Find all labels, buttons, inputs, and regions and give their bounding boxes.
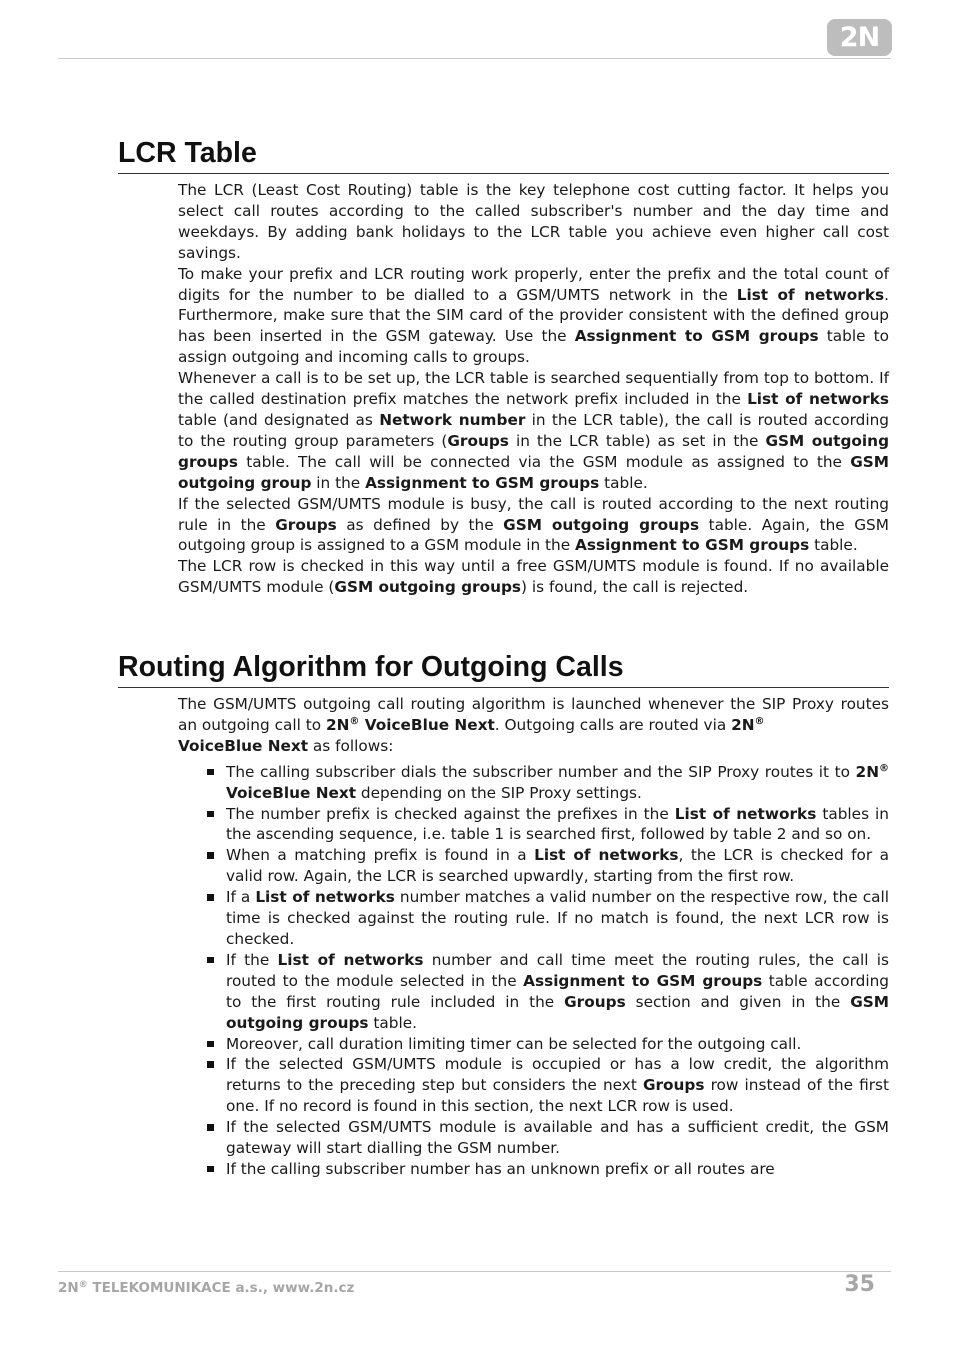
text-run: If the	[226, 950, 278, 969]
footer-company	[58, 1280, 354, 1296]
text-run: The LCR row is checked in this way until a free GSM/UMTS module is found. If no available GSM/UMTS module (	[178, 557, 889, 597]
brand-text: 2N	[325, 715, 350, 734]
text-run: as follows:	[308, 736, 394, 755]
text-run: table.	[368, 1013, 417, 1032]
list-item	[226, 1054, 889, 1117]
bullet-square-icon	[207, 852, 214, 859]
lcr-paragraph-1: The LCR (Least Cost Routing) table is the key telephone cost cutting factor. It helps you select call routes according to the called subscriber's number and the day time and weekdays. By adding bank holidays to the LCR table you achieve even higher call cost savings.	[178, 181, 889, 262]
product-text: VoiceBlue Next	[178, 736, 309, 755]
bold-term: Groups	[275, 515, 337, 534]
bullet-square-icon	[207, 1166, 214, 1173]
bold-term: List of networks	[747, 390, 889, 409]
list-item	[226, 804, 889, 846]
bold-term: Groups	[642, 1076, 705, 1095]
text-run: The number prefix is checked against the prefixes in the	[226, 804, 675, 823]
text-run: If the selected GSM/UMTS module is available and has a sufficient credit, the GSM gateway will start dialling the GSM number.	[226, 1118, 889, 1158]
text-run: The GSM/UMTS outgoing call routing algorithm is launched whenever the SIP Proxy routes an outgoing call to	[178, 695, 889, 734]
bold-term: List of networks	[736, 285, 885, 304]
text-run: table. Again, the GSM outgoing group is assigned to a GSM module in the	[178, 515, 889, 555]
bold-term: Assignment to GSM groups	[574, 327, 819, 346]
text-run: If the calling subscriber number has an unknown prefix or all routes are	[226, 1159, 775, 1178]
brand-text: 2N	[58, 1280, 79, 1296]
footer-rule	[58, 1271, 891, 1272]
company-text: TELEKOMUNIKACE a.s., www.2n.cz	[87, 1280, 355, 1296]
text-run: table. The call will be connected via the GSM module as assigned to the	[237, 452, 851, 471]
bold-term: List of networks	[255, 888, 395, 907]
text-run: If a	[226, 888, 256, 907]
text-run: When a matching prefix is found in a	[226, 846, 535, 865]
text-run: table to assign outgoing and incoming calls to groups.	[178, 327, 889, 367]
text-run: The calling subscriber dials the subscriber number and the SIP Proxy routes it to	[226, 762, 856, 781]
brand-logo: 2N	[827, 19, 892, 56]
header-rule	[58, 58, 891, 59]
text-run: in the	[311, 473, 366, 492]
list-item	[226, 1117, 889, 1159]
registered-mark: ®	[349, 715, 360, 727]
text-run: If the selected GSM/UMTS module is busy, the call is routed according to the next routing rule in the	[178, 494, 889, 534]
bold-term: GSM outgoing group	[178, 452, 889, 492]
product-name	[326, 716, 495, 734]
text-run: tables in the ascending sequence, i.e. table 1 is searched first, followed by table 2 and so on.	[226, 804, 889, 844]
text-run: , the LCR is checked for a valid row. Again, the LCR is searched upwardly, starting from the first row.	[226, 846, 889, 886]
routing-section-body	[178, 694, 889, 1180]
text-run: To make your prefix and LCR routing work properly, enter the prefix and the total count of digits for the number to be dialled to a GSM/UMTS network in the	[178, 264, 889, 304]
bold-term: Network number	[379, 410, 526, 429]
list-item	[226, 1159, 889, 1180]
bold-term: Assignment to GSM groups	[575, 536, 810, 555]
text-run: row instead of the first one. If no record is found in this section, the next LCR row is used.	[226, 1076, 889, 1116]
list-item	[226, 845, 889, 887]
text-run: table (and designated as	[178, 410, 380, 429]
bullet-square-icon	[207, 811, 214, 818]
page-number: 35	[844, 1272, 875, 1297]
bold-term: GSM outgoing groups	[334, 578, 522, 597]
text-run: If the selected GSM/UMTS module is occupied or has a low credit, the algorithm returns to the preceding step but considers the next	[226, 1055, 889, 1095]
text-run: section and given in the	[625, 992, 851, 1011]
text-run: depending on the SIP Proxy settings.	[356, 783, 642, 802]
registered-mark: ®	[78, 1280, 88, 1290]
text-run: number and call time meet the routing rules, the call is routed to the module selected in the	[226, 950, 889, 990]
text-run: . Outgoing calls are routed via	[494, 715, 732, 734]
list-item	[226, 950, 889, 1034]
text-run: table.	[599, 473, 648, 492]
bold-term: Assignment to GSM groups	[365, 473, 600, 492]
bullet-square-icon	[207, 1124, 214, 1131]
registered-mark: ®	[754, 715, 765, 727]
bold-term: List of networks	[534, 846, 679, 865]
bold-term: Groups	[564, 992, 626, 1011]
registered-mark: ®	[879, 762, 889, 774]
bold-term: GSM outgoing groups	[503, 515, 700, 534]
text-run: ) is found, the call is rejected.	[521, 578, 749, 597]
bullet-square-icon	[207, 957, 214, 964]
brand-text: 2N	[855, 762, 879, 781]
text-run: Whenever a call is to be set up, the LCR table is searched sequentially from top to bottom. If the called destination prefix matches the network prefix included in the	[178, 369, 889, 409]
bullet-square-icon	[207, 769, 214, 776]
bold-term: List of networks	[277, 950, 424, 969]
bullet-square-icon	[207, 1041, 214, 1048]
bold-term: GSM outgoing groups	[226, 992, 889, 1032]
routing-steps-list	[178, 762, 889, 1180]
product-text: VoiceBlue Next	[359, 715, 495, 734]
text-run: in the LCR table), the call is routed according to the routing group parameters (	[178, 410, 889, 450]
text-run: table.	[809, 536, 858, 555]
bold-term: List of networks	[674, 804, 817, 823]
bullet-square-icon	[207, 1061, 214, 1068]
text-run: as defined by the	[336, 515, 504, 534]
text-run: number matches a valid number on the respective row, the call time is checked against the routing rule. If no match is found, the next LCR row is checked.	[226, 888, 890, 948]
bold-term: Groups	[447, 431, 509, 450]
list-item	[226, 887, 889, 950]
list-item	[226, 1034, 889, 1055]
lcr-paragraph-3	[178, 368, 889, 493]
lcr-paragraph-2	[178, 264, 889, 369]
section-title-lcr-table: LCR Table	[118, 137, 889, 174]
bold-term: GSM outgoing groups	[178, 431, 890, 471]
lcr-paragraph-4	[178, 494, 889, 557]
lcr-paragraph-5	[178, 556, 889, 598]
text-run: in the LCR table) as set in the	[508, 431, 766, 450]
bold-term: Assignment to GSM groups	[523, 971, 763, 990]
routing-intro	[178, 694, 889, 757]
product-text: VoiceBlue Next	[226, 783, 357, 802]
bullet-square-icon	[207, 894, 214, 901]
brand-text: 2N	[731, 715, 755, 734]
text-run: . Furthermore, make sure that the SIM card of the provider consistent with the defined group has been inserted in the GSM gateway. Use the	[178, 285, 890, 346]
lcr-section-body	[178, 180, 889, 598]
text-run: Moreover, call duration limiting timer can be selected for the outgoing call.	[226, 1034, 802, 1053]
section-title-routing-algorithm: Routing Algorithm for Outgoing Calls	[118, 651, 889, 688]
text-run: table according to the first routing rule included in the	[226, 971, 890, 1011]
list-item	[226, 762, 889, 804]
